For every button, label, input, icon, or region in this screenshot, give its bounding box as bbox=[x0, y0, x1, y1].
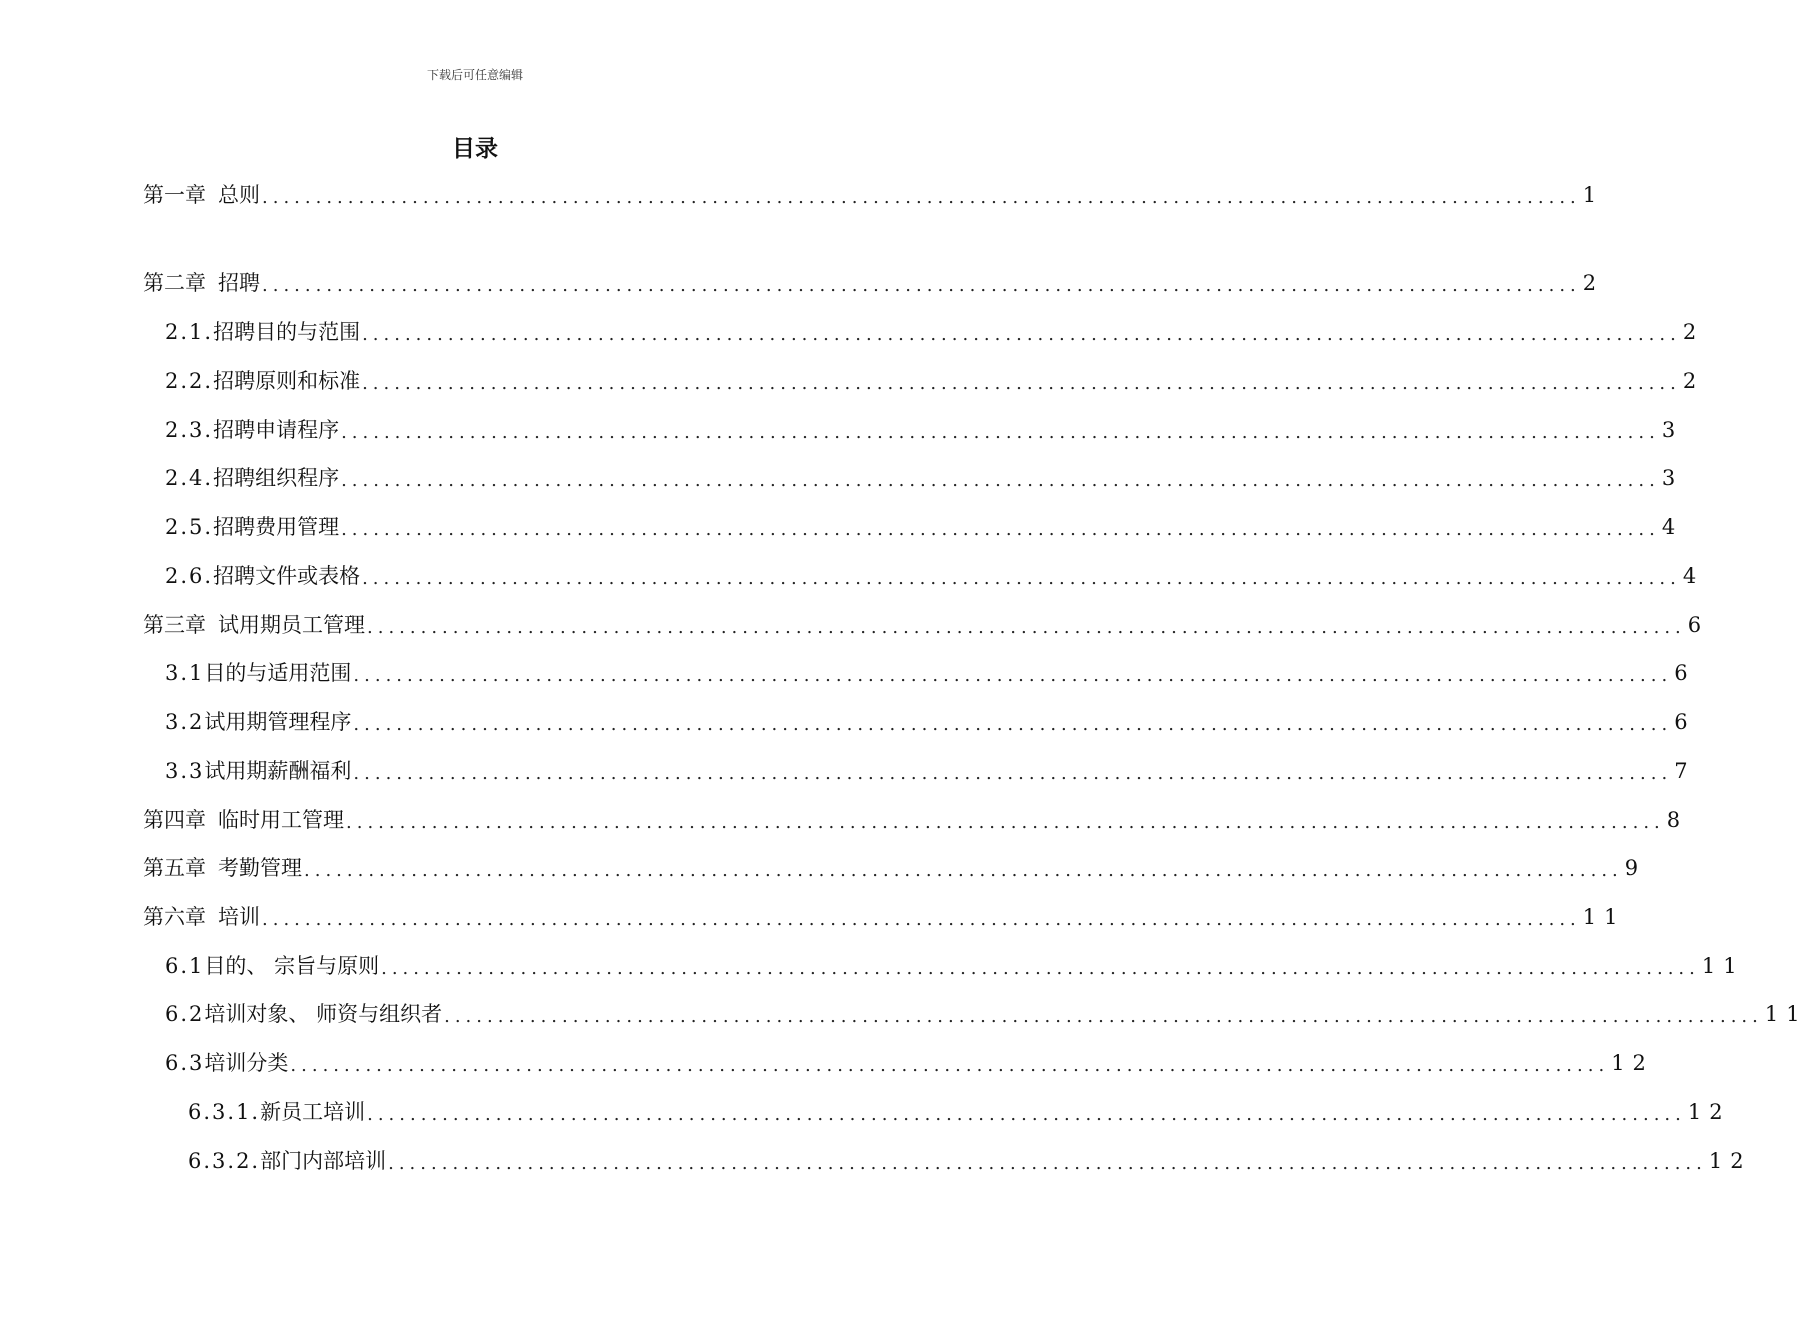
toc-entry-section[interactable] bbox=[165, 561, 1705, 591]
entry-title: 招聘目的与范围 bbox=[213, 320, 361, 344]
page-number: 11 bbox=[1764, 1002, 1808, 1026]
chapter-label: 第六章 bbox=[143, 905, 206, 929]
dot-leader: ........................................................................................................................... bbox=[353, 665, 1673, 686]
dot-leader: ........................................................................................................................... bbox=[290, 1055, 1610, 1076]
section-number: 3.2 bbox=[165, 710, 205, 734]
chapter-label: 第二章 bbox=[143, 271, 206, 295]
section-number: 6.3.1. bbox=[188, 1100, 261, 1124]
toc-entry-section[interactable] bbox=[165, 951, 1745, 981]
page-number: 6 bbox=[1674, 710, 1696, 734]
toc-entry-subsection[interactable] bbox=[188, 1146, 1752, 1176]
chapter-label: 第一章 bbox=[143, 183, 206, 207]
page-number: 2 bbox=[1582, 271, 1605, 295]
toc-entry-chapter-4[interactable] bbox=[143, 805, 1689, 835]
page-number: 2 bbox=[1682, 369, 1705, 393]
toc-entry-section[interactable] bbox=[165, 756, 1696, 786]
page-number: 4 bbox=[1682, 564, 1705, 588]
page-number: 8 bbox=[1666, 808, 1689, 832]
page-number: 11 bbox=[1701, 954, 1745, 978]
dot-leader: ........................................................................................................................... bbox=[367, 1104, 1686, 1125]
toc-entry-subsection[interactable] bbox=[188, 1097, 1731, 1127]
toc-entry-chapter-6[interactable] bbox=[143, 902, 1626, 932]
page-number: 1 bbox=[1582, 183, 1605, 207]
section-number: 2.5. bbox=[165, 515, 214, 539]
dot-leader: ........................................................................................................................... bbox=[341, 519, 1660, 540]
dot-leader: ........................................................................................................................... bbox=[341, 422, 1660, 443]
toc-entry-section[interactable] bbox=[165, 1048, 1654, 1078]
toc-entry-section[interactable] bbox=[165, 512, 1684, 542]
section-number: 3.1 bbox=[165, 661, 205, 685]
toc-entry-section[interactable] bbox=[165, 999, 1808, 1029]
dot-leader: ........................................................................................................................... bbox=[444, 1006, 1763, 1027]
section-number: 2.1. bbox=[165, 320, 214, 344]
entry-title: 试用期员工管理 bbox=[218, 613, 365, 637]
dot-leader: ........................................................................................................................... bbox=[381, 958, 1700, 979]
entry-title: 招聘 bbox=[218, 271, 260, 295]
toc-entry-section[interactable] bbox=[165, 366, 1705, 396]
entry-title: 临时用工管理 bbox=[218, 808, 344, 832]
entry-title: 招聘文件或表格 bbox=[213, 564, 361, 588]
entry-title: 试用期薪酬福利 bbox=[204, 759, 352, 783]
dot-leader: ........................................................................................................................... bbox=[367, 617, 1686, 638]
page-number: 3 bbox=[1661, 466, 1684, 490]
toc-entry-chapter-3[interactable] bbox=[143, 610, 1710, 640]
entry-title: 目的、 宗旨与原则 bbox=[204, 954, 380, 978]
entry-title: 部门内部培训 bbox=[260, 1149, 387, 1173]
toc-entry-section[interactable] bbox=[165, 463, 1684, 493]
entry-title: 招聘申请程序 bbox=[213, 418, 340, 442]
page-number: 3 bbox=[1661, 418, 1684, 442]
dot-leader: ........................................................................................................................... bbox=[262, 187, 1581, 208]
section-number: 3.3 bbox=[165, 759, 205, 783]
entry-title: 考勤管理 bbox=[218, 856, 302, 880]
section-number: 2.6. bbox=[165, 564, 214, 588]
page-number: 9 bbox=[1624, 856, 1647, 880]
dot-leader: ........................................................................................................................... bbox=[262, 275, 1581, 296]
page-number: 12 bbox=[1611, 1051, 1654, 1075]
dot-leader: ........................................................................................................................... bbox=[362, 324, 1681, 345]
entry-title: 总则 bbox=[218, 183, 260, 207]
toc-entry-chapter-1[interactable] bbox=[143, 180, 1605, 210]
toc-title: 目录 bbox=[452, 136, 498, 162]
dot-leader: ........................................................................................................................... bbox=[353, 763, 1673, 784]
dot-leader: ........................................................................................................................... bbox=[262, 909, 1581, 930]
toc-entry-section[interactable] bbox=[165, 658, 1696, 688]
section-number: 6.2 bbox=[165, 1002, 205, 1026]
toc-entry-chapter-5[interactable] bbox=[143, 853, 1647, 883]
chapter-label: 第三章 bbox=[143, 613, 206, 637]
toc-entry-section[interactable] bbox=[165, 415, 1684, 445]
dot-leader: ........................................................................................................................... bbox=[353, 714, 1673, 735]
entry-title: 招聘费用管理 bbox=[213, 515, 340, 539]
page-number: 7 bbox=[1674, 759, 1696, 783]
entry-title: 新员工培训 bbox=[260, 1100, 366, 1124]
dot-leader: ........................................................................................................................... bbox=[362, 568, 1681, 589]
header-note: 下载后可任意编辑 bbox=[426, 68, 523, 82]
section-number: 2.4. bbox=[165, 466, 214, 490]
entry-title: 培训 bbox=[218, 905, 260, 929]
dot-leader: ........................................................................................................................... bbox=[362, 373, 1681, 394]
page-number: 11 bbox=[1582, 905, 1626, 929]
toc-entry-section[interactable] bbox=[165, 707, 1696, 737]
section-number: 2.3. bbox=[165, 418, 214, 442]
entry-title: 招聘组织程序 bbox=[213, 466, 340, 490]
entry-title: 培训分类 bbox=[204, 1051, 289, 1075]
section-number: 6.3 bbox=[165, 1051, 205, 1075]
section-number: 6.1 bbox=[165, 954, 205, 978]
entry-title: 试用期管理程序 bbox=[204, 710, 352, 734]
entry-title: 招聘原则和标准 bbox=[213, 369, 361, 393]
page-number: 6 bbox=[1674, 661, 1696, 685]
dot-leader: ........................................................................................................................... bbox=[388, 1153, 1707, 1174]
page-number: 6 bbox=[1687, 613, 1710, 637]
page-number: 4 bbox=[1661, 515, 1684, 539]
dot-leader: ........................................................................................................................... bbox=[341, 470, 1660, 491]
dot-leader: ........................................................................................................................... bbox=[346, 812, 1665, 833]
section-number: 2.2. bbox=[165, 369, 214, 393]
page-number: 12 bbox=[1687, 1100, 1731, 1124]
chapter-label: 第五章 bbox=[143, 856, 206, 880]
chapter-label: 第四章 bbox=[143, 808, 206, 832]
entry-title: 目的与适用范围 bbox=[204, 661, 352, 685]
toc-entry-chapter-2[interactable] bbox=[143, 268, 1605, 298]
page-number: 2 bbox=[1682, 320, 1705, 344]
dot-leader: ........................................................................................................................... bbox=[304, 860, 1623, 881]
section-number: 6.3.2. bbox=[188, 1149, 261, 1173]
entry-title: 培训对象、 师资与组织者 bbox=[204, 1002, 443, 1026]
toc-entry-section[interactable] bbox=[165, 317, 1705, 347]
page-number: 12 bbox=[1708, 1149, 1752, 1173]
